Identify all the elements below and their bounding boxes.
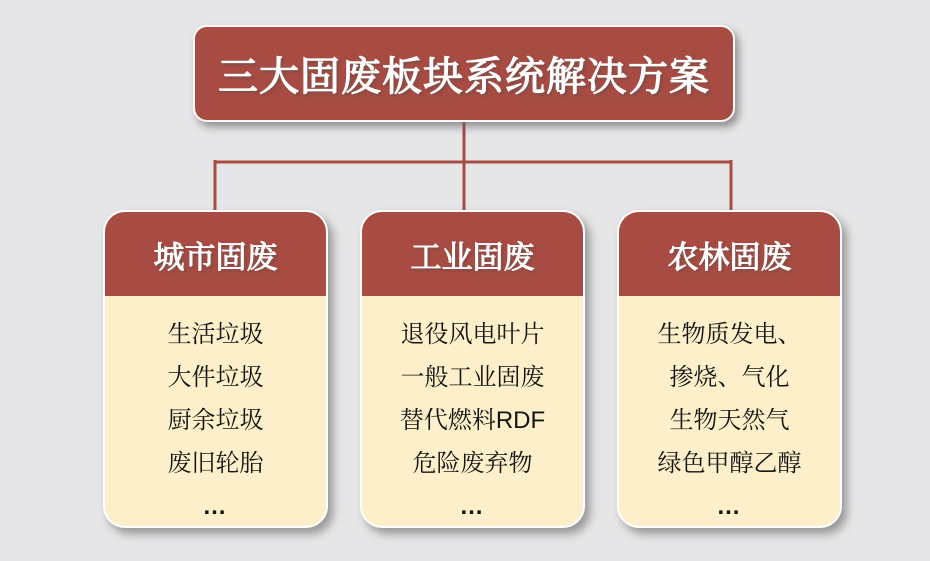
card-header-agri-forestry	[619, 212, 840, 296]
card-header-label: 工业固废	[410, 239, 535, 275]
card-item: 危险废弃物	[412, 450, 533, 477]
card-item: 生物质发电、	[657, 321, 802, 348]
card-agri-forestry-solid-waste	[617, 210, 842, 528]
card-item: 废旧轮胎	[167, 450, 264, 477]
card-item: 掺烧、气化	[669, 364, 790, 391]
card-item-ellipsis: …	[202, 493, 229, 520]
card-industrial-solid-waste	[360, 210, 585, 528]
card-header-label: 农林固废	[667, 239, 792, 275]
card-item: 生活垃圾	[167, 321, 264, 348]
card-header-industrial	[362, 212, 583, 296]
card-item: 厨余垃圾	[167, 407, 264, 434]
card-item: 一般工业固废	[400, 364, 545, 391]
card-urban-solid-waste	[103, 210, 328, 528]
card-body-agri-forestry	[619, 296, 840, 528]
card-item: 绿色甲醇乙醇	[657, 450, 802, 477]
card-header-label: 城市固废	[153, 239, 278, 275]
card-item-ellipsis: …	[459, 493, 486, 520]
diagram-title: 三大固废板块系统解决方案	[218, 55, 710, 99]
card-body-industrial	[362, 296, 583, 528]
card-item: 生物天然气	[669, 407, 790, 434]
card-item: 替代燃料RDF	[399, 407, 546, 434]
card-header-urban	[105, 212, 326, 296]
card-item-ellipsis: …	[716, 493, 743, 520]
card-body-urban	[105, 296, 326, 528]
card-item: 退役风电叶片	[400, 321, 545, 348]
card-item: 大件垃圾	[167, 364, 264, 391]
diagram-title-box	[193, 25, 735, 122]
